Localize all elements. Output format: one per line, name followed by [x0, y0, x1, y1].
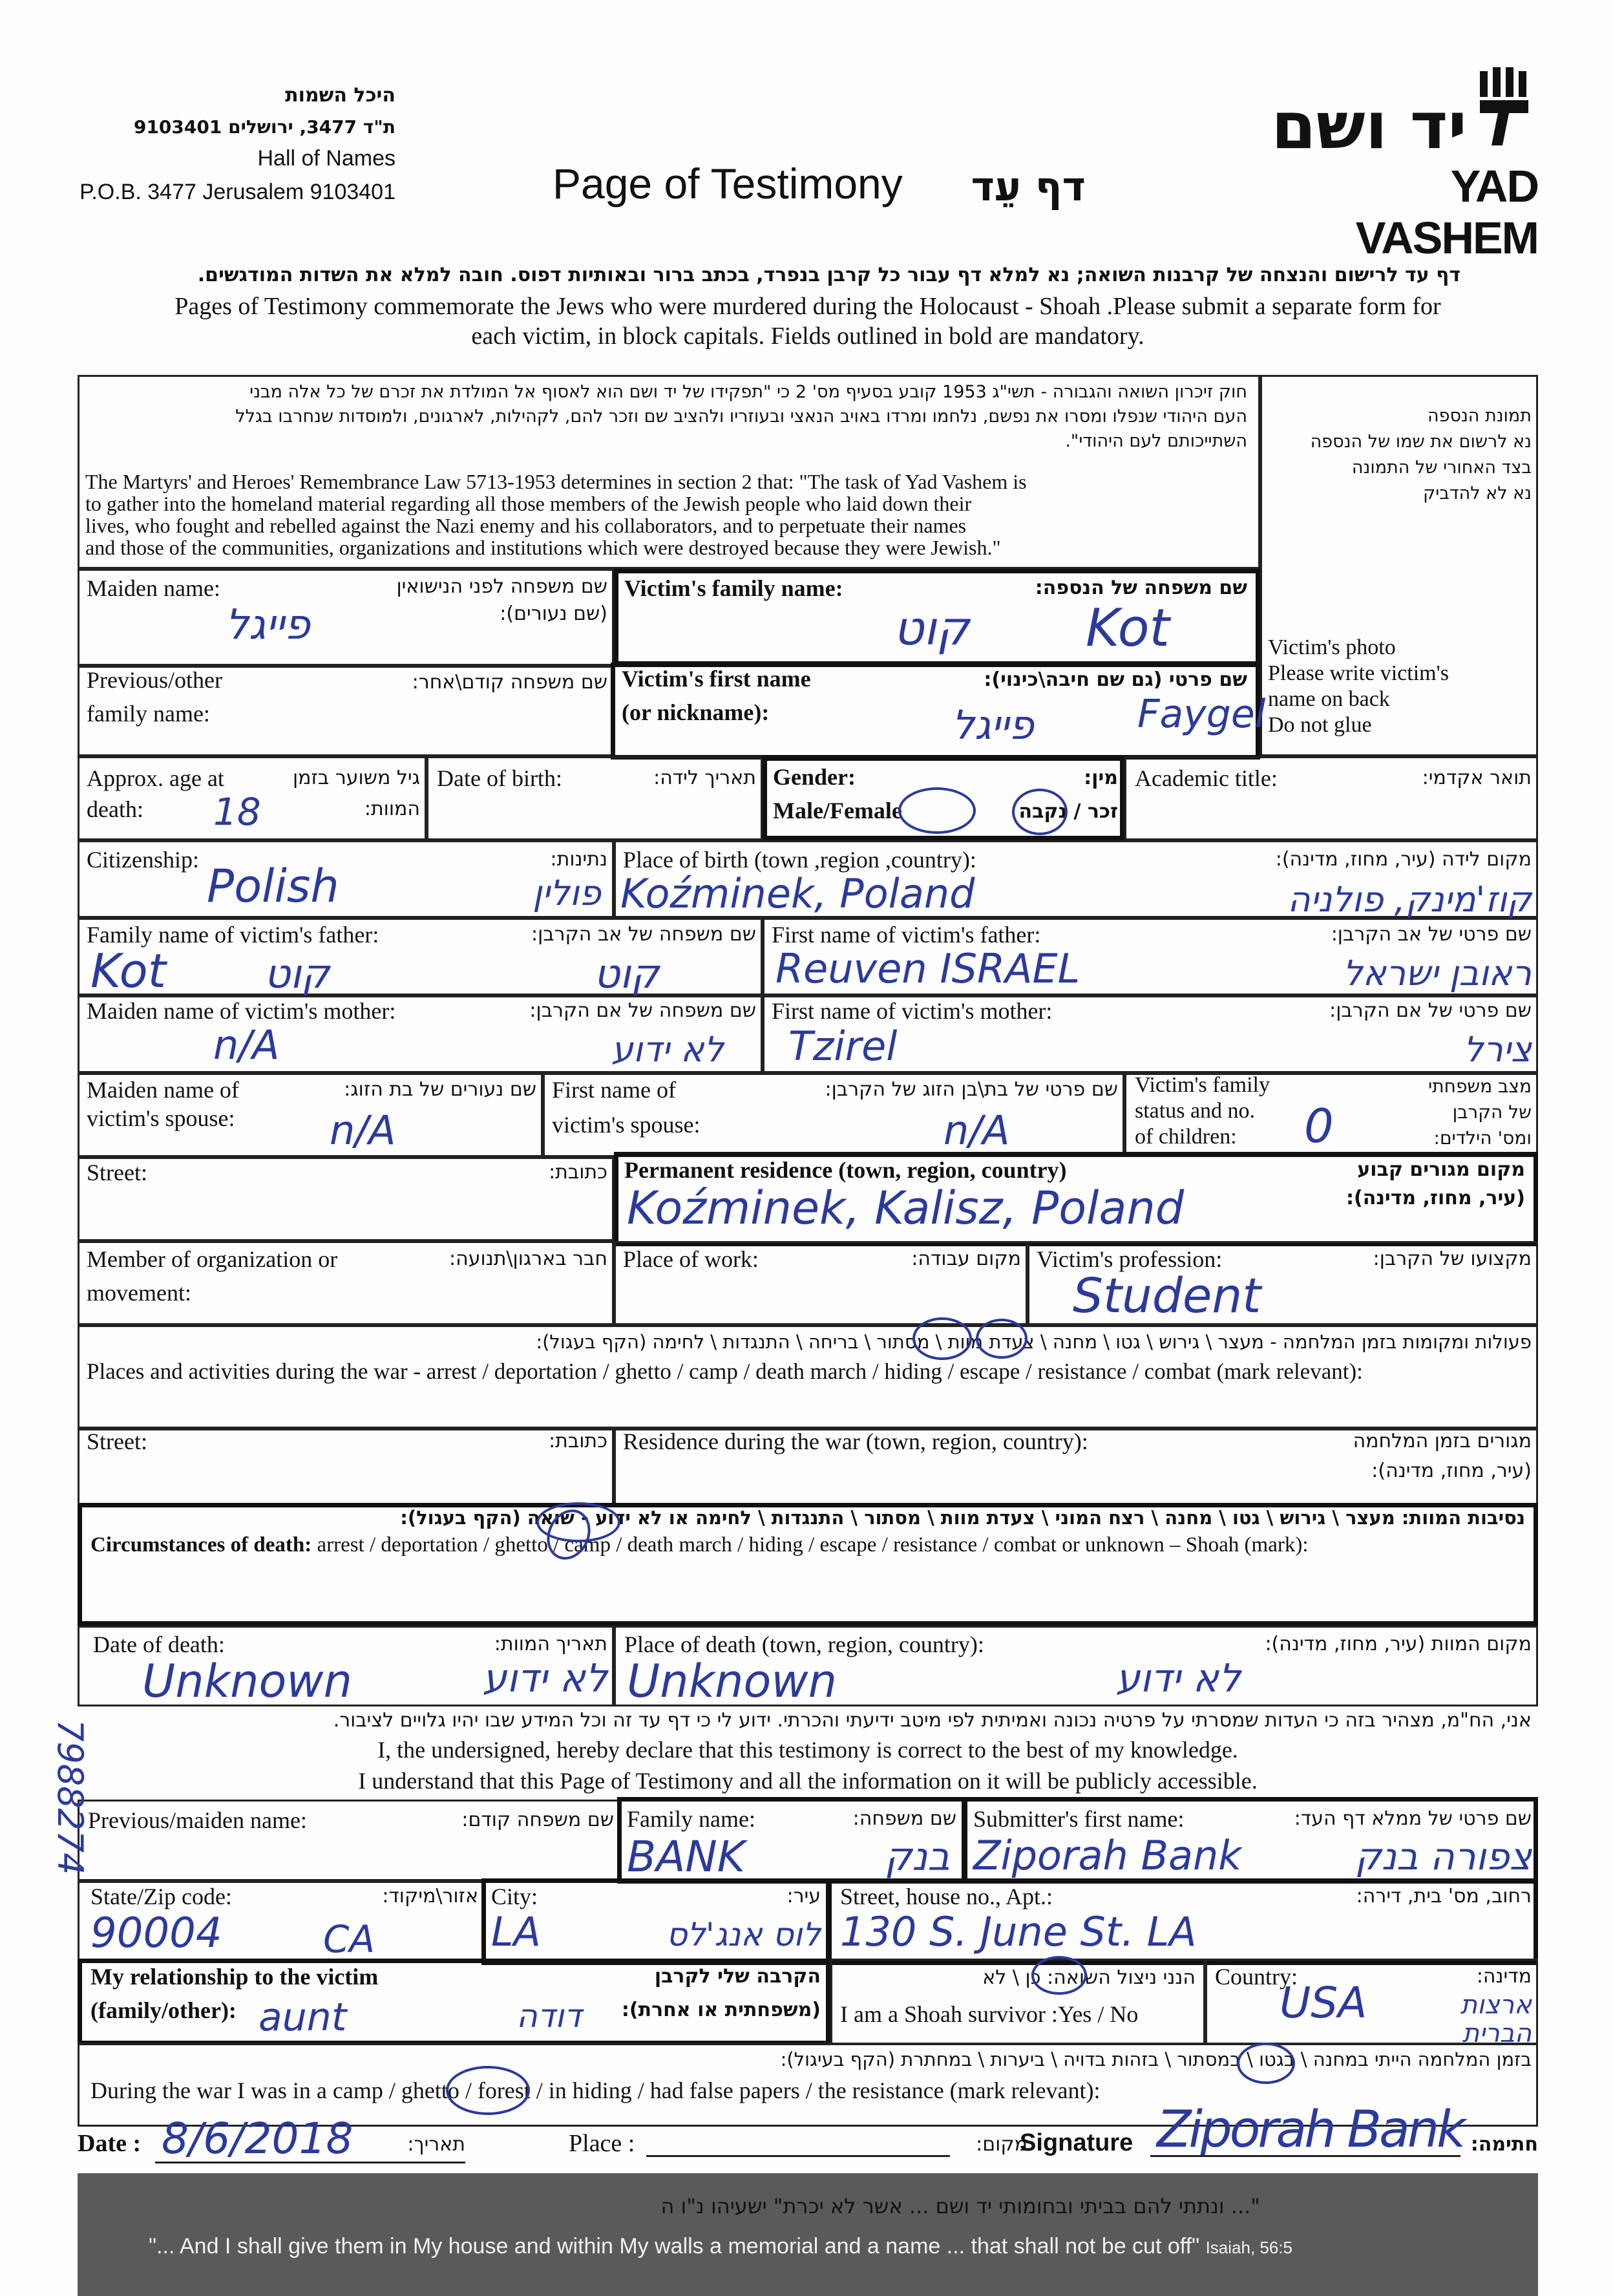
hall-of-names-en: Hall of Names [257, 146, 395, 171]
maiden-name-label-he-2: (שם נעורים): [500, 602, 607, 625]
death-date-label: Date of death: [93, 1632, 225, 1657]
zip-label-he: אזור\מיקוד: [382, 1885, 478, 1908]
citizenship-label: Citizenship: [87, 847, 199, 873]
logo-en: YAD VASHEM [1355, 161, 1538, 263]
page-title: Page of Testimony [553, 160, 903, 207]
birthplace-value-en: Koźminek, Poland [620, 870, 975, 917]
signature-line[interactable] [1150, 2155, 1460, 2157]
submitter-family-name-value-he: בנק [884, 1834, 950, 1880]
photo-en-1: Victim's photo [1268, 635, 1396, 659]
photo-en-2: Please write victim's [1268, 661, 1449, 685]
death-date-value-he: לא ידוע [482, 1656, 607, 1701]
place-line[interactable] [646, 2155, 950, 2157]
country-value-he: ארצות הברית [1460, 1990, 1532, 2048]
photo-he-2: נא לרשום את שמו של הנספה [1310, 432, 1532, 452]
quote-en: "... And I shall give them in My house and within My walls a memorial and a name ... that shall not be cut off" [149, 2234, 1200, 2259]
law-en-3: lives, who fought and rebelled against the Nazi enemy and his collaborators, and to perpetuate their names [85, 514, 967, 537]
citizenship-label-he: נתינות: [550, 848, 607, 871]
family-name-label-he: שם משפחה של הנספה: [1035, 577, 1247, 599]
relationship-label-he-2: (משפחתית או אחרת): [621, 1999, 821, 2021]
citizenship-value-he: פולין [532, 873, 601, 913]
war-residence-label-he: מגורים בזמן המלחמה [1353, 1430, 1532, 1452]
law-en-4: and those of the communities, organizations and institutions which were destroyed because they were Jewish." [85, 536, 1001, 559]
side-number [32, 1719, 110, 1887]
death-place-label: Place of death (town, region, country): [624, 1632, 984, 1657]
family-status-label-2: status and no. [1135, 1099, 1256, 1123]
mother-first-name-label-he: שם פרטי של אם הקרבן: [1329, 999, 1532, 1022]
previous-name-label: Previous/other [87, 667, 222, 693]
first-name-label-2: (or nickname): [622, 699, 770, 725]
spouse-first-name-label-he: שם פרטי של בת\בן הזוג של הקרבן: [825, 1078, 1118, 1101]
submitter-prev-name-label: Previous/maiden name: [88, 1807, 307, 1833]
father-family-name-value-en: Kot [90, 944, 166, 998]
signature-label-he: חתימה: [1470, 2133, 1538, 2156]
date-label-he: תאריך: [407, 2133, 465, 2156]
father-family-name-label-he: שם משפחה של אב הקרבן: [531, 923, 756, 946]
gender-options: Male/Female [773, 798, 902, 824]
family-status-label-he-3: ומס' הילדים: [1433, 1127, 1532, 1149]
family-status-value: 0 [1304, 1099, 1334, 1153]
age-label: Approx. age at [87, 765, 224, 791]
submitter-family-name-label-he: שם משפחה: [852, 1807, 956, 1830]
side-number-text: 7988274 [50, 1719, 90, 1875]
law-en-1: The Martyrs' and Heroes' Remembrance Law 5713-1953 determines in section 2 that: "The task of Yad Vashem is [85, 470, 1027, 493]
profession-value: Student [1073, 1268, 1261, 1324]
maiden-name-label: Maiden name: [87, 575, 220, 601]
maiden-name-label-he: שם משפחה לפני הנישואין [396, 575, 607, 598]
circumstances-options: arrest / deportation / ghetto / camp / death march / hiding / escape / resistance / combat or unknown – Shoah (mark): [311, 1533, 1309, 1557]
father-first-name-value-he: ראובן ישראל [1343, 953, 1532, 994]
age-label-2: death: [87, 796, 143, 822]
father-first-name-label: First name of victim's father: [772, 922, 1041, 948]
submitter-first-name-label-he: שם פרטי של ממלא דף העד: [1294, 1807, 1532, 1830]
organization-label-2: movement: [87, 1280, 191, 1306]
mother-maiden-name-value-en: n/A [213, 1021, 280, 1068]
family-name-label: Victim's family name: [624, 575, 843, 601]
city-value-he: לוס אנג'לס [666, 1916, 821, 1953]
survivor-label: I am a Shoah survivor :Yes / No [840, 2001, 1139, 2027]
age-value: 18 [213, 790, 261, 834]
hall-address-he: ת"ד 3477, ירושלים 9103401 [133, 116, 395, 138]
date-value: 8/6/2018 [162, 2114, 353, 2163]
dob-label-he: תאריך לידה: [653, 767, 756, 789]
intro-he: דף עד לרישום והנצחה של קרבנות השואה; נא למלא דף עבור כל קרבן בנפרד, בכתב ברור ובאותיות דפוס. חובה למלא את השדות המודגשים. [197, 264, 1460, 286]
relationship-value-en: aunt [258, 1995, 347, 2040]
first-name-value-en: Faygel [1137, 692, 1266, 737]
war-street-label: Street: [87, 1429, 147, 1454]
citizenship-value-en: Polish [207, 860, 339, 913]
submitter-first-name-value-en: Ziporah Bank [973, 1832, 1242, 1879]
hall-address-en: P.O.B. 3477 Jerusalem 9103401 [79, 180, 395, 204]
father-family-name-value-he: קוט [264, 950, 330, 997]
intro-en-1: Pages of Testimony commemorate the Jews who were murdered during the Holocaust - Shoah .Please submit a separate form for [174, 293, 1441, 320]
female-circle-mark [898, 787, 976, 834]
death-date-value-en: Unknown [142, 1655, 352, 1708]
survivor-no-circle-mark [1031, 1956, 1087, 1995]
first-name-value-he: פייגל [951, 701, 1034, 749]
submitter-street-label-he: רחוב, מס' בית, דירה: [1356, 1885, 1532, 1908]
law-he-1: חוק זיכרון השואה והגבורה - תשי"ג 1953 קובע בסעיף מס' 2 כי "תפקידו של יד ושם הוא לאסוף אל המולדת את זכרם של כל אלה מבני [249, 382, 1247, 402]
city-label: City: [491, 1884, 538, 1909]
declaration-en-1: I, the undersigned, hereby declare that this testimony is correct to the best of my knowledge. [377, 1737, 1238, 1763]
previous-name-label-2: family name: [87, 701, 210, 727]
female-circle-mark-he [1012, 789, 1068, 835]
date-label: Date : [78, 2130, 142, 2157]
submitter-prev-name-label-he: שם משפחה קודם: [461, 1809, 614, 1831]
photo-en-4: Do not glue [1268, 713, 1372, 737]
photo-en-3: name on back [1268, 687, 1390, 711]
birthplace-label: Place of birth (town ,region ,country): [623, 847, 976, 873]
profession-label-he: מקצועו של הקרבן: [1373, 1248, 1532, 1270]
relationship-label-2: (family/other): [90, 1997, 237, 2023]
war-residence-label-he-2: (עיר, מחוז, מדינה): [1371, 1460, 1532, 1482]
death-place-label-he: מקום המוות (עיר, מחוז, מדינה): [1265, 1633, 1532, 1655]
mother-first-name-label: First name of victim's mother: [772, 998, 1053, 1024]
hall-of-names-he: היכל השמות [285, 84, 395, 107]
country-label: Country: [1215, 1964, 1298, 1990]
academic-title-label: Academic title: [1135, 765, 1278, 791]
yad-vashem-logo-icon [1473, 65, 1538, 149]
street-label: Street: [87, 1160, 147, 1185]
first-name-label-he: שם פרטי (גם שם חיבה\כינוי): [984, 668, 1247, 691]
mother-maiden-name-label: Maiden name of victim's mother: [87, 998, 396, 1024]
logo-he: יד ושם [1271, 88, 1467, 164]
signature-label: Signature [1020, 2129, 1133, 2156]
city-value-en: LA [491, 1908, 541, 1955]
family-status-label-3: of children: [1135, 1125, 1237, 1149]
place-of-work-label-he: מקום עבודה: [911, 1248, 1021, 1270]
photo-he-1: תמונת הנספה [1427, 406, 1532, 426]
street-label-he: כתובת: [549, 1161, 607, 1184]
academic-title-label-he: תואר אקדמי: [1422, 767, 1532, 789]
mother-maiden-name-label-he: שם משפחה של אם הקרבן: [529, 999, 756, 1022]
gender-label: Gender: [773, 764, 856, 790]
mother-first-name-value-en: Tzirel [788, 1023, 898, 1070]
death-place-value-en: Unknown [627, 1655, 837, 1708]
birthplace-value-he: קוז'מינק, פולניה [1287, 879, 1532, 920]
submitter-first-name-value-he: צפורה בנק [1355, 1834, 1532, 1878]
first-name-label: Victim's first name [622, 666, 811, 692]
relationship-label-he: הקרבה שלי לקרבן [654, 1965, 821, 1988]
gender-options-he: זכר / נקבה [1018, 800, 1118, 823]
zip-value: 90004 [90, 1909, 222, 1957]
place-of-work-label: Place of work: [623, 1246, 759, 1272]
date-line [155, 2162, 465, 2163]
maiden-name-value: פייגל [225, 601, 310, 649]
camp-circle-mark [912, 1317, 972, 1360]
mother-maiden-name-value-he: לא ידוע [611, 1029, 724, 1070]
intro-en-2: each victim, in block capitals. Fields outlined in bold are mandatory. [471, 323, 1144, 350]
circumstances-label-he: נסיבות המוות: מעצר \ גירוש \ גטו \ מחנה \ רצח המוני \ צעדת מוות \ מסתור \ התנגדות \ לחימה או לא ידוע - שואה (הקף בעגול): [400, 1507, 1525, 1529]
law-en-2: to gather into the homeland material regarding all those members of the Jewish people who laid down their [85, 492, 972, 515]
quote-he: "... ונתתי להם בביתי ובחומותי יד ושם ... אשר לא יכרת" ישעיהו נ"ו ה [660, 2194, 1260, 2218]
ghetto-circle-mark-he [1237, 2043, 1295, 2084]
war-activities-label-he: פעולות ומקומות בזמן המלחמה - מעצר \ גירוש \ גטו \ מחנה \ צעדת מוות \ מסתור \ בריחה \ התנגדות \ לחימה (הקף בעגול): [536, 1331, 1532, 1353]
spouse-maiden-name-label-he: שם נעורים של בת הזוג: [344, 1078, 536, 1101]
submitter-family-name-label: Family name: [627, 1806, 755, 1832]
declaration-en-2: I understand that this Page of Testimony and all the information on it will be publicly accessible. [358, 1768, 1258, 1794]
family-status-label-he: מצב משפחתי [1428, 1076, 1532, 1097]
spouse-maiden-name-label: Maiden name of [87, 1077, 239, 1103]
death-place-value-he: לא ידוע [1115, 1656, 1241, 1701]
profession-label: Victim's profession: [1037, 1246, 1223, 1272]
death-date-label-he: תאריך המוות: [494, 1633, 607, 1655]
family-status-label: Victim's family [1135, 1073, 1270, 1097]
ghetto-circle-mark [976, 1319, 1028, 1359]
permanent-residence-label-he: מקום מגורים קבוע [1357, 1158, 1525, 1181]
photo-he-3: בצד האחורי של התמונה [1351, 458, 1532, 478]
quote-ref: Isaiah, 56:5 [1205, 2238, 1292, 2257]
war-street-label-he: כתובת: [549, 1430, 607, 1452]
city-label-he: עיר: [786, 1885, 821, 1908]
unknown-circle-mark [536, 1502, 620, 1542]
survivor-label-he: הנני ניצול השואה: כן \ לא [982, 1966, 1196, 1989]
relationship-value-he: דודה [516, 1997, 582, 2035]
permanent-residence-value: Koźminek, Kalisz, Poland [627, 1182, 1185, 1235]
spouse-first-name-label: First name of [552, 1077, 676, 1103]
family-status-label-he-2: של הקרבן [1452, 1101, 1532, 1123]
family-name-value-he: קוט [893, 601, 969, 655]
family-name-value-en: Kot [1086, 598, 1170, 658]
place-label-he: מקום: [976, 2133, 1028, 2156]
signature-value: Ziporah Bank [1157, 2101, 1464, 2159]
war-activities-label: Places and activities during the war - arrest / deportation / ghetto / camp / death march / hiding / escape / resistance / combat (mark relevant): [87, 1359, 1363, 1384]
place-label: Place : [569, 2130, 635, 2157]
circumstances-label: Circumstances of death: [90, 1533, 312, 1557]
submitter-street-label: Street, house no., Apt.: [840, 1884, 1053, 1909]
submitter-family-name-value-en: BANK [627, 1832, 746, 1882]
war-camp-label-he: בזמן המלחמה הייתי במחנה \ בגטו \ במסתור \ בזהות בדויה \ ביערות \ במחתרת (הקף בעיגול): [780, 2048, 1532, 2070]
father-first-name-value-en: Reuven ISRAEL [775, 945, 1081, 992]
war-residence-label: Residence during the war (town, region, country): [623, 1429, 1088, 1454]
age-label-he: גיל משוער בזמן [293, 767, 420, 789]
gender-label-he: מין: [1084, 767, 1118, 789]
quote-en-line [149, 2234, 1292, 2259]
country-label-he: מדינה: [1476, 1965, 1532, 1988]
previous-name-label-he: שם משפחה קודם\אחר: [412, 671, 607, 694]
age-label-he-2: המוות: [364, 798, 420, 820]
birthplace-label-he: מקום לידה (עיר, מחוז, מדינה): [1275, 848, 1532, 871]
organization-label: Member of organization or [87, 1246, 338, 1272]
father-family-name-label: Family name of victim's father: [87, 922, 379, 948]
spouse-first-name-value: n/A [944, 1107, 1010, 1154]
state-value: CA [323, 1917, 375, 1961]
ghetto-circle-mark-3 [446, 2066, 530, 2115]
photo-he-4: נא לא להדביק [1423, 484, 1532, 504]
spouse-maiden-name-value: n/A [330, 1107, 396, 1154]
dob-label: Date of birth: [437, 765, 562, 791]
zip-label: State/Zip code: [90, 1884, 232, 1909]
organization-label-he: חבר בארגון\תנועה: [449, 1248, 607, 1270]
country-value-en: USA [1280, 1978, 1367, 2028]
war-camp-label: During the war I was in a camp / ghetto / forest / in hiding / had false papers / the resistance (mark relevant): [90, 2078, 1101, 2103]
father-first-name-label-he: שם פרטי של אב הקרבן: [1331, 923, 1532, 946]
declaration-he: אני, הח"מ, מצהיר בזה כי העדות שמסרתי על פרטיה נכונה ואמיתית לפי מיטב ידיעתי והכרתי. ידוע לי כי דף עד זה וכל המידע שבו יהיו גלויים לציבור. [333, 1709, 1532, 1732]
permanent-residence-label-he-2: (עיר, מחוז, מדינה): [1346, 1187, 1525, 1209]
permanent-residence-label: Permanent residence (town, region, country) [624, 1157, 1067, 1183]
father-family-name-value-he-2: קוט [593, 950, 659, 997]
spouse-maiden-name-label-2: victim's spouse: [87, 1105, 235, 1131]
spouse-first-name-label-2: victim's spouse: [552, 1112, 701, 1138]
page-title-he: דף עֵד [971, 163, 1086, 210]
submitter-street-value: 130 S. June St. LA [840, 1908, 1197, 1955]
submitter-first-name-label: Submitter's first name: [973, 1806, 1185, 1832]
relationship-label: My relationship to the victim [90, 1964, 379, 1990]
law-he-2: העם היהודי שנפלו ומסרו את נפשם, נלחמו ומרדו באויב הנאצי ובעוזריו ולהציב שם וזכר להם, לקהילות, לארגונים, ולמוסדות שנחרבו בגלל [235, 407, 1247, 427]
law-he-3: השתייכותם לעם היהודי". [1065, 431, 1247, 451]
mother-first-name-value-he: צירל [1463, 1029, 1532, 1070]
